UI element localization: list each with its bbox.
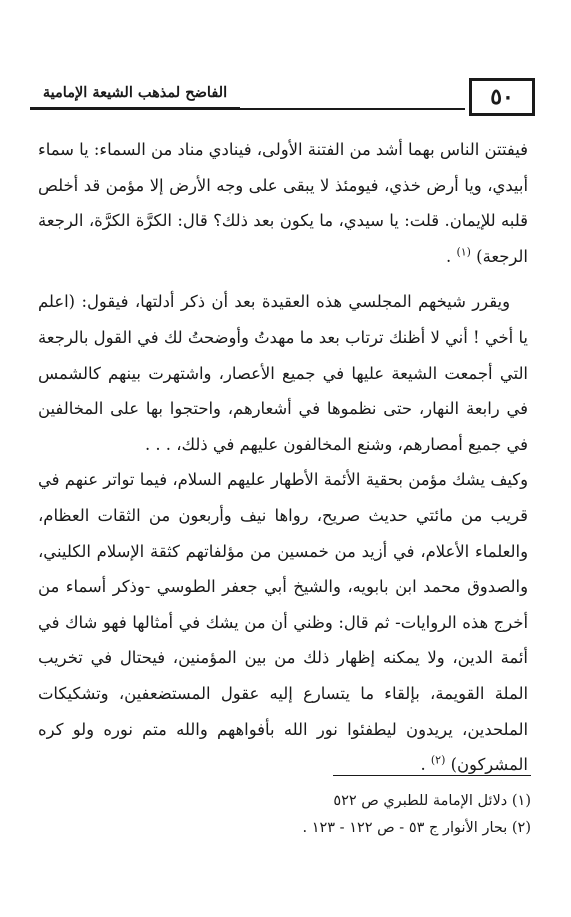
page-header [30, 78, 535, 124]
paragraph-1-text: فيفتتن الناس بهما أشد من الفتنة الأولى، فينادي مناد من السماء: يا سماء أبيدي، ويا أرض خذي، فيومئذ لا يبقى على وجه الأرض إلا مؤمن قد أخلص قلبه للإيمان. قلت: يا سيدي، ما يكون بعد ذلك؟ قال: الكرَّة الكرَّة، الرجعة الرجعة) [38, 140, 528, 266]
paragraph-3-end: . [420, 755, 431, 775]
footnote-separator [333, 775, 531, 776]
footnote-ref-2: (٢) [430, 753, 446, 767]
header-rule [240, 108, 465, 110]
paragraph-3 [38, 462, 528, 782]
running-title: الفاضح لمذهب الشيعة الإمامية [30, 84, 240, 110]
page-number: ٥٠ [469, 78, 535, 116]
paragraph-1-end: . [446, 246, 457, 266]
paragraph-3-text: وكيف يشك مؤمن بحقية الأئمة الأطهار عليهم السلام، فيما تواتر عنهم في قريب من مائتي حديث صريح، رواها نيف وأربعون من الثقات العظام، والعلماء الأعلام، في أزيد من خمسين من مؤلفاتهم كثقة الإسلام الكليني، والصدوق محمد ابن بابويه، والشيخ أبي جعفر الطوسي -وذكر أسماء من أخرج هذه الروايات- ثم قال: وظني أن من يشك في أمثالها فهو شاك في أئمة الدين، ولا يمكنه إظهار ذلك من بين المؤمنين، فيحتال في تخريب الملة القويمة، بإلقاء ما يتسارع إليه عقول المستضعفين، وتشكيكات الملحدين، يريدون ليطفئوا نور الله بأفواههم والله متم نوره ولو كره المشركون) [38, 470, 528, 775]
paragraph-2: ويقرر شيخهم المجلسي هذه العقيدة بعد أن ذكر أدلتها، فيقول: (اعلم يا أخي ! أني لا أظنك ترتاب بعد ما مهدتُ وأوضحتُ لك في القول بالرجعة التي أجمعت الشيعة عليها في جميع الأعصار، واشتهرت بينهم كالشمس في رابعة النهار، حتى نظموها في أشعارهم، واحتجوا بها على المخالفين في جميع أمصارهم، وشنع المخالفون عليهم في ذلك، . . . [38, 292, 528, 454]
main-text [38, 132, 528, 783]
footnote-2: (٢) بحار الأنوار ج ٥٣ - ص ١٢٢ - ١٢٣ . [302, 820, 531, 836]
footnotes [51, 788, 531, 842]
paragraph-1 [38, 132, 528, 274]
footnote-1: (١) دلائل الإمامة للطبري ص ٥٢٢ [333, 793, 531, 809]
footnote-ref-1: (١) [456, 245, 471, 259]
